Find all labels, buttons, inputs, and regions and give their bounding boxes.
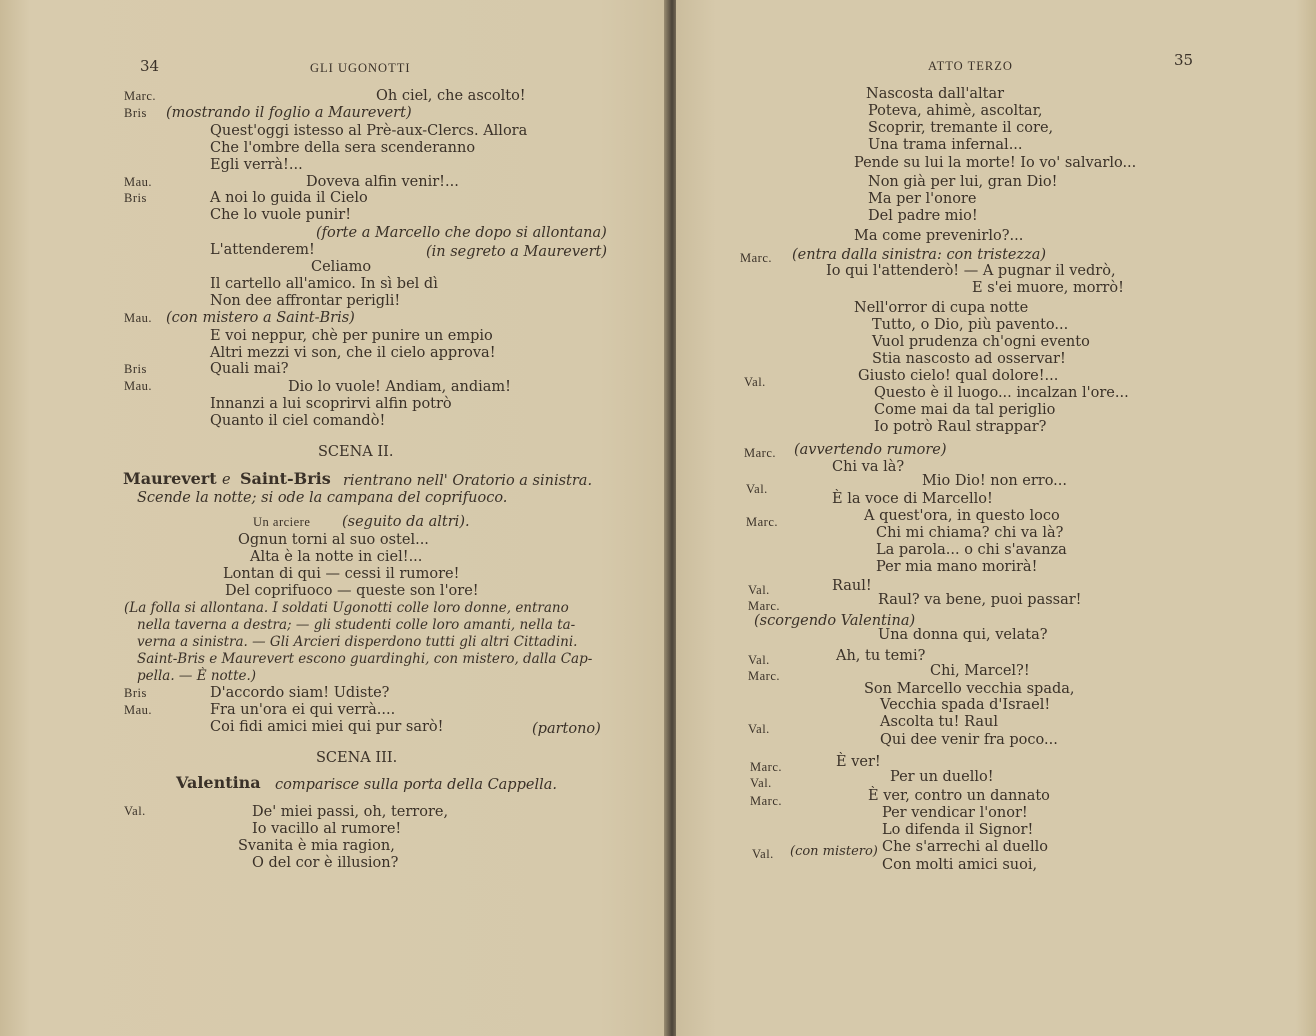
verse-line: Giusto cielo! qual dolore!... (858, 368, 1059, 384)
verse-line: D'accordo siam! Udiste? (210, 685, 390, 701)
speaker: Val. (746, 482, 768, 496)
character-name: Saint-Bris (240, 469, 331, 488)
stage-direction: comparisce sulla porta della Cappella. (275, 777, 557, 793)
verse-line: Non già per lui, gran Dio! (868, 174, 1058, 190)
stage-direction: Scende la notte; si ode la campana del coprifuoco. (137, 490, 508, 506)
verse-line: È la voce di Marcello! (832, 491, 993, 507)
verse-line: Vuol prudenza ch'ogni evento (872, 334, 1090, 350)
verse-line: Con molti amici suoi, (882, 857, 1038, 873)
verse-line: Egli verrà!... (210, 157, 303, 173)
verse-line: Son Marcello vecchia spada, (864, 681, 1075, 697)
verse-line: Dio lo vuole! Andiam, andiam! (288, 379, 511, 395)
verse-line: Una trama infernal... (868, 137, 1023, 153)
stage-direction: nella taverna a destra; — gli studenti colle loro amanti, nella ta- (137, 617, 576, 633)
verse-line: Nascosta dall'altar (866, 86, 1005, 102)
verse-line: Chi, Marcel?! (930, 663, 1030, 679)
running-title: ATTO TERZO (928, 59, 1013, 73)
verse-line: Quest'oggi istesso al Prè-aux-Clercs. Allora (210, 123, 528, 139)
scene-heading: SCENA II. (318, 444, 394, 460)
character-name: Maurevert (123, 469, 217, 488)
verse-line: Quali mai? (210, 361, 289, 377)
speaker: Marc. (746, 515, 778, 529)
stage-direction: (entra dalla sinistra: con tristezza) (792, 247, 1047, 263)
right-page (676, 0, 1316, 1036)
verse-line: È ver, contro un dannato (868, 788, 1050, 804)
stage-direction: (partono) (532, 721, 601, 737)
running-title: GLI UGONOTTI (310, 61, 411, 75)
verse-line: Che s'arrechi al duello (882, 839, 1048, 855)
verse-line: Stia nascosto ad osservar! (872, 351, 1066, 367)
verse-line: Pende su lui la morte! Io vo' salvarlo... (854, 155, 1137, 171)
speaker: Val. (124, 804, 146, 818)
conjunction: e (222, 472, 231, 488)
speaker: Marc. (740, 251, 772, 265)
verse-line: Il cartello all'amico. In sì bel dì (210, 276, 438, 292)
verse-line: Alta è la notte in ciel!... (250, 549, 423, 565)
verse-line: Scoprir, tremante il core, (868, 120, 1054, 136)
speaker: Val. (752, 847, 774, 861)
stage-direction: verna a sinistra. — Gli Arcieri disperdono tutti gli altri Cittadini. (137, 634, 578, 650)
speaker: Bris (124, 362, 147, 376)
verse-line: Che lo vuole punir! (210, 207, 352, 223)
verse-line: E s'ei muore, morrò! (972, 280, 1124, 296)
verse-line: Non dee affrontar perigli! (210, 293, 401, 309)
stage-direction: (con mistero a Saint-Bris) (166, 310, 355, 326)
speaker: Val. (748, 722, 770, 736)
verse-line: Ah, tu temi? (836, 648, 926, 664)
verse-line: Tutto, o Dio, più pavento... (872, 317, 1069, 333)
verse-line: Io potrò Raul strappar? (874, 419, 1047, 435)
stage-direction: rientrano nell' Oratorio a sinistra. (343, 473, 593, 489)
verse-line: E voi neppur, chè per punire un empio (210, 328, 493, 344)
verse-line: Raul! (832, 578, 872, 594)
speaker: Marc. (124, 89, 156, 103)
verse-line: Per mia mano morirà! (876, 559, 1038, 575)
verse-line: Chi va là? (832, 459, 905, 475)
verse-line: A quest'ora, in questo loco (864, 508, 1060, 524)
verse-line: Ascolta tu! Raul (880, 714, 998, 730)
speaker: Mau. (124, 379, 153, 393)
speaker: Marc. (748, 669, 780, 683)
stage-direction: (avvertendo rumore) (794, 442, 947, 458)
stage-direction: (La folla si allontana. I soldati Ugonotti colle loro donne, entrano (124, 600, 569, 616)
verse-line: Chi mi chiama? chi va là? (876, 525, 1064, 541)
speaker: Marc. (744, 446, 776, 460)
speaker: Val. (748, 653, 770, 667)
verse-line: Lontan di qui — cessi il rumore! (223, 566, 460, 582)
verse-line: Io qui l'attenderò! — A pugnar il vedrò, (826, 263, 1116, 279)
verse-line: L'attenderem! (210, 242, 315, 258)
speaker: Bris (124, 686, 147, 700)
character-name: Valentina (176, 773, 261, 792)
verse-line: O del cor è illusion? (252, 855, 399, 871)
scene-heading: SCENA III. (316, 750, 398, 766)
speaker: Bris (124, 106, 147, 120)
verse-line: Io vacillo al rumore! (252, 821, 402, 837)
speaker: Mau. (124, 703, 153, 717)
speaker: Val. (744, 375, 766, 389)
verse-line: Una donna qui, velata? (878, 627, 1048, 643)
verse-line: Altri mezzi vi son, che il cielo approva! (210, 345, 496, 361)
verse-line: Innanzi a lui scoprirvi alfin potrò (210, 396, 452, 412)
speaker: Marc. (750, 760, 782, 774)
verse-line: Vecchia spada d'Israel! (880, 697, 1051, 713)
verse-line: Ognun torni al suo ostel... (238, 532, 429, 548)
verse-line: Mio Dio! non erro... (922, 473, 1068, 489)
verse-line: Quanto il ciel comandò! (210, 413, 386, 429)
verse-line: De' miei passi, oh, terrore, (252, 804, 449, 820)
speaker: Marc. (748, 599, 780, 613)
verse-line: Per un duello! (890, 769, 994, 785)
verse-line: È ver! (836, 754, 881, 770)
speaker: Val. (750, 776, 772, 790)
verse-line: Lo difenda il Signor! (882, 822, 1034, 838)
speaker: Mau. (124, 175, 153, 189)
speaker: Mau. (124, 311, 153, 325)
verse-line: Che l'ombre della sera scenderanno (210, 140, 476, 156)
verse-line: Come mai da tal periglio (874, 402, 1056, 418)
stage-direction: Saint-Bris e Maurevert escono guardinghi, con mistero, dalla Cap- (137, 651, 593, 667)
verse-line: Svanita è mia ragion, (238, 838, 395, 854)
verse-line: Celiamo (311, 259, 372, 275)
page-number: 35 (1174, 51, 1194, 69)
verse-line: Qui dee venir fra poco... (880, 732, 1058, 748)
verse-line: Coi fidi amici miei qui pur sarò! (210, 719, 444, 735)
stage-direction: (in segreto a Maurevert) (426, 244, 608, 260)
speaker: Un arciere (253, 515, 311, 529)
page-number: 34 (140, 57, 160, 75)
speaker: Val. (748, 583, 770, 597)
stage-direction: pella. — È notte.) (137, 668, 257, 684)
verse-line: Del padre mio! (868, 208, 978, 224)
stage-direction: (forte a Marcello che dopo si allontana) (316, 225, 607, 241)
verse-line: Nell'orror di cupa notte (854, 300, 1029, 316)
stage-direction: (scorgendo Valentina) (754, 613, 916, 629)
speaker: Bris (124, 191, 147, 205)
verse-line: Oh ciel, che ascolto! (376, 88, 526, 104)
verse-line: A noi lo guida il Cielo (210, 190, 368, 206)
stage-direction: (con mistero) (790, 844, 878, 859)
verse-line: Ma come prevenirlo?... (854, 228, 1024, 244)
verse-line: Doveva alfin venir!... (306, 174, 459, 190)
speaker: Marc. (750, 794, 782, 808)
stage-direction: (seguito da altri). (342, 514, 470, 530)
stage-direction: (mostrando il foglio a Maurevert) (166, 105, 412, 121)
verse-line: Del coprifuoco — queste son l'ore! (225, 583, 479, 599)
verse-line: La parola... o chi s'avanza (876, 542, 1067, 558)
verse-line: Per vendicar l'onor! (882, 805, 1028, 821)
verse-line: Raul? va bene, puoi passar! (878, 592, 1082, 608)
verse-line: Questo è il luogo... incalzan l'ore... (874, 385, 1129, 401)
verse-line: Poteva, ahimè, ascoltar, (868, 103, 1043, 119)
verse-line: Fra un'ora ei qui verrà.... (210, 702, 396, 718)
verse-line: Ma per l'onore (868, 191, 977, 207)
